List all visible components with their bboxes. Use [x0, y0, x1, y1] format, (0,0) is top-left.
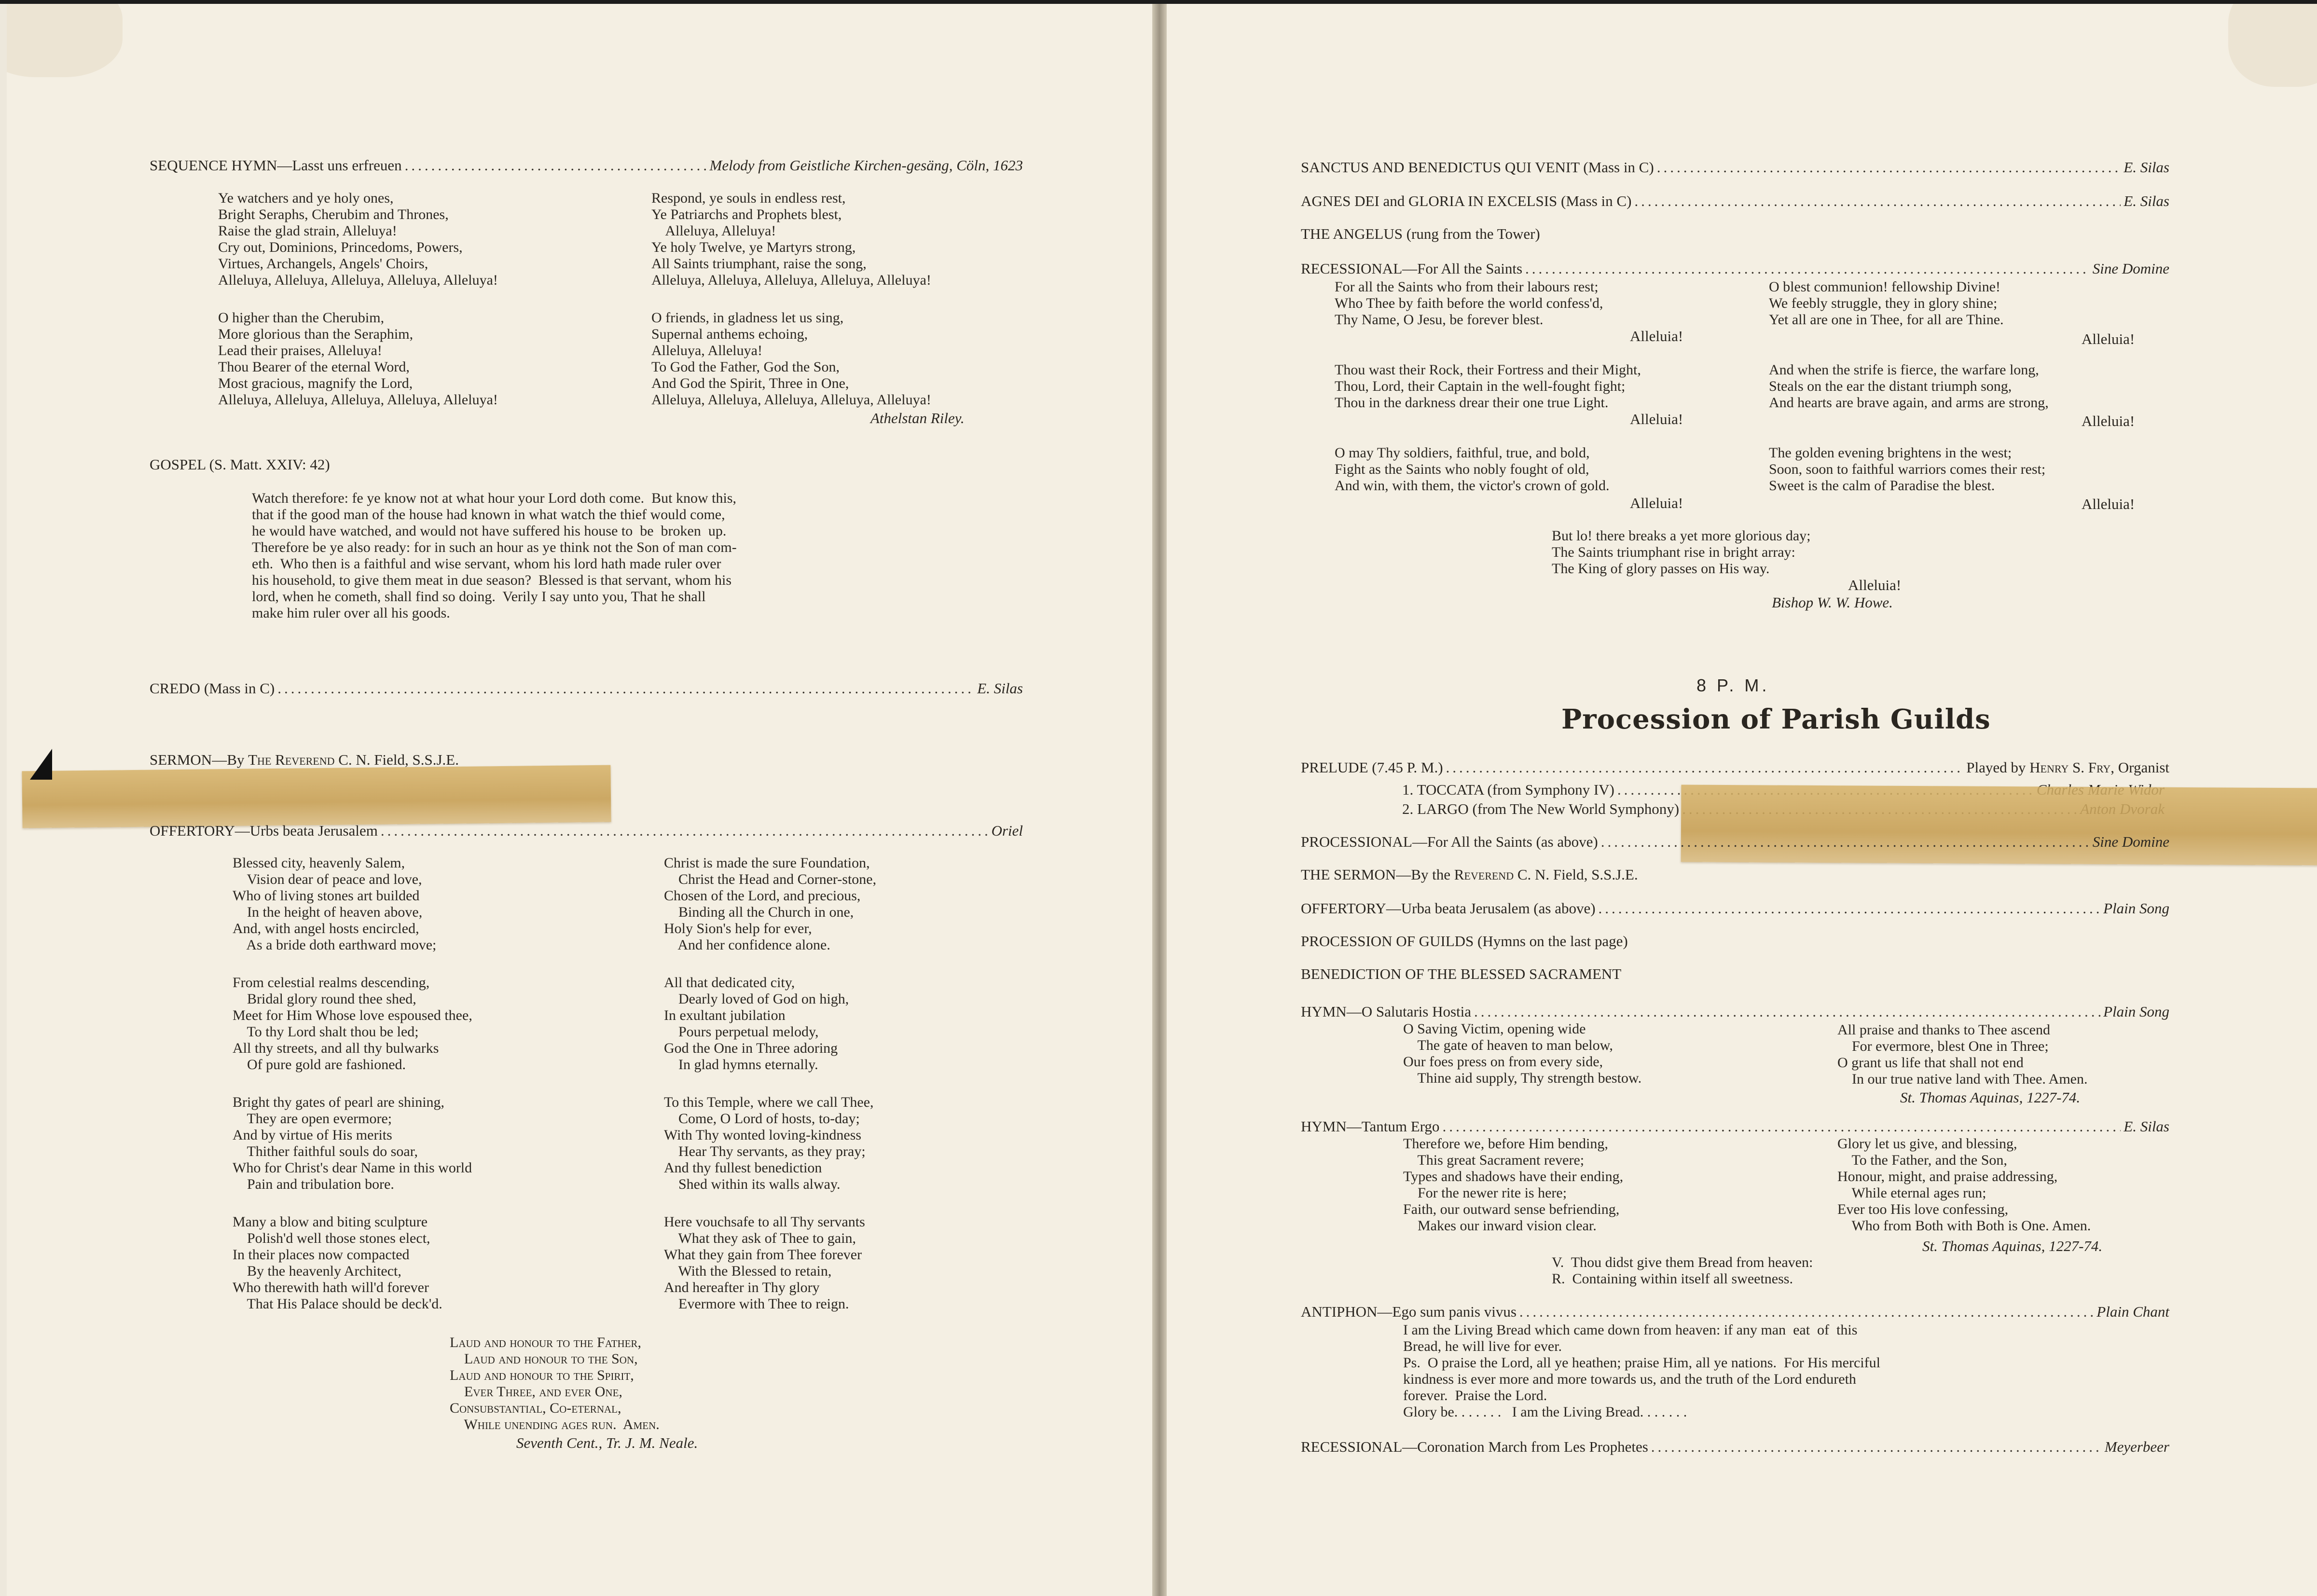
prelude-label: PRELUDE (7.45 P. M.): [1301, 759, 1443, 776]
credo-entry: [150, 680, 1023, 697]
offertory-stanza-7: Many a blow and biting sculpture Polish'd well those stones elect, In their places now compacted By the heavenly Architect, Who therewith hath will'd forever That His Palace should be deck'd.: [233, 1214, 442, 1312]
sanctus-label: SANCTUS AND BENEDICTUS QUI VENIT (Mass in C): [1301, 159, 1654, 176]
recessional-stanza-5: O may Thy soldiers, faithful, true, and bold, Fight as the Saints who nobly fought of old, And win, with them, the victor's crown of gold.: [1335, 445, 1610, 494]
sequence-hymn-label: SEQUENCE HYMN—Lasst uns erfreuen: [150, 157, 402, 174]
recessional-evening-label: RECESSIONAL—Coronation March from Les Prophetes: [1301, 1438, 1648, 1455]
sequence-stanza-1: Ye watchers and ye holy ones, Bright Seraphs, Cherubim and Thrones, Raise the glad strain, Alleluya! Cry out, Dominions, Princedoms, Powers, Virtues, Archangels, Angels' Choirs, Alleluya, Alleluya, Alleluya, Alleluya, Alleluya!: [218, 190, 498, 288]
offertory-evening-tune: Plain Song: [2103, 900, 2169, 917]
offertory-stanza-6: To this Temple, where we call Thee, Come, O Lord of hosts, to-day; With Thy wonted loving-kindness Hear Thy servants, as they pray; And thy fullest benediction Shed within its walls alway.: [664, 1094, 874, 1192]
sanctus-entry: [1301, 159, 2169, 176]
offertory-author: Seventh Cent., Tr. J. M. Neale.: [516, 1434, 698, 1451]
recessional-stanza-2: O blest communion! fellowship Divine! We feebly struggle, they in glory shine; Yet all are one in Thee, for all are Thine.: [1769, 279, 2004, 328]
antiphon-entry: [1301, 1304, 2169, 1320]
sequence-hymn-entry: [150, 157, 1023, 174]
leader-dots: [1446, 759, 1964, 776]
credo-composer: E. Silas: [977, 680, 1023, 697]
prelude-performer: [1966, 759, 2169, 776]
sanctus-composer: E. Silas: [2124, 159, 2169, 176]
sermon-heading: [150, 752, 459, 768]
offertory-stanza-5: Bright thy gates of pearl are shining, They are open evermore; And by virtue of His merits Thither faithful souls do soar, Who for Christ's dear Name in this world Pain and tribulation bore.: [233, 1094, 472, 1192]
page-stain: [7, 0, 123, 77]
hymn-salutaris-label: HYMN—O Salutaris Hostia: [1301, 1003, 1472, 1020]
sermon-rest: C. N. Field, S.S.J.E.: [334, 751, 459, 768]
recessional-stanza-1: For all the Saints who from their labours rest; Who Thee by faith before the world confess'd, Thy Name, O Jesu, be forever blest.: [1335, 279, 1603, 328]
agnes-label: AGNES DEI and GLORIA IN EXCELSIS (Mass in C): [1301, 193, 1632, 209]
offertory-label: OFFERTORY—Urbs beata Jerusalem: [150, 822, 378, 839]
book-gutter: [1152, 0, 1167, 1596]
leader-dots: [1519, 1304, 2094, 1320]
leader-dots: [405, 157, 707, 174]
right-page: [1167, 0, 2317, 1596]
procession-title: Procession of Parish Guilds: [1561, 703, 1991, 735]
recessional-author: Bishop W. W. Howe.: [1772, 594, 1893, 611]
leader-dots: [1651, 1439, 2102, 1455]
tantum-author: St. Thomas Aquinas, 1227-74.: [1922, 1238, 2103, 1254]
sermon-prefix: THE SERMON—By the: [1301, 866, 1454, 883]
offertory-entry: [150, 823, 1023, 839]
procession-guilds: PROCESSION OF GUILDS (Hymns on the last page): [1301, 933, 1628, 949]
hymn-salutaris-entry: [1301, 1004, 2169, 1020]
prelude-suffix: , Organist: [2110, 759, 2169, 776]
page-stain: [2228, 0, 2317, 87]
offertory-stanza-1: Blessed city, heavenly Salem, Vision dear of peace and love, Who of living stones art builded In the height of heaven above, And, with angel hosts encircled, As a bride doth earthward move;: [233, 855, 437, 953]
alleluia-7: Alleluia!: [1848, 577, 1902, 593]
angelus-heading: THE ANGELUS (rung from the Tower): [1301, 225, 1540, 242]
sermon-rest: C. N. Field, S.S.J.E.: [1514, 866, 1638, 883]
benediction-heading: BENEDICTION OF THE BLESSED SACRAMENT: [1301, 965, 1622, 982]
processional-entry: [1301, 834, 2169, 850]
versicle-response: V. Thou didst give them Bread from heaven: R. Containing within itself all sweetness.: [1552, 1254, 1813, 1287]
antiphon-tune: Plain Chant: [2096, 1303, 2169, 1320]
hymn-tantum-composer: E. Silas: [2124, 1118, 2169, 1135]
recessional-tune: Sine Domine: [2092, 260, 2169, 277]
tantum-stanza-2: Glory let us give, and blessing, To the Father, and the Son, Honour, might, and praise addressing, While eternal ages run; Ever too His love confessing, Who from Both with Both is One. Amen.: [1837, 1136, 2091, 1234]
prelude-prefix: Played by: [1966, 759, 2030, 776]
hymn-tantum-label: HYMN—Tantum Ergo: [1301, 1118, 1440, 1135]
alleluia-1: Alleluia!: [1630, 328, 1683, 344]
leader-dots: [1634, 193, 2121, 209]
leader-dots: [1474, 1004, 2100, 1020]
sequence-stanza-4: O friends, in gladness let us sing, Supernal anthems echoing, Alleluya, Alleluya! To God the Father, God the Son, And God the Spirit, Three in One, Alleluya, Alleluya, Alleluya, Alleluya, Alleluya!: [651, 310, 931, 408]
recessional-entry: [1301, 261, 2169, 277]
leader-dots: [381, 823, 989, 839]
salutaris-stanza-2: All praise and thanks to Thee ascend For evermore, blest One in Three; O grant us life that shall not end In our true native land with Thee. Amen.: [1837, 1022, 2088, 1087]
toccata-label: 1. TOCCATA (from Symphony IV): [1402, 781, 1614, 798]
gospel-heading: GOSPEL (S. Matt. XXIV: 42): [150, 456, 330, 473]
recessional-label: RECESSIONAL—For All the Saints: [1301, 260, 1523, 277]
prelude-entry: [1301, 759, 2169, 776]
leader-dots: [1657, 159, 2121, 176]
adhesive-tape: [22, 765, 611, 828]
hymn-salutaris-tune: Plain Song: [2103, 1003, 2169, 1020]
leader-dots: [1442, 1118, 2121, 1135]
leader-dots: [1601, 834, 2090, 850]
alleluia-6: Alleluia!: [2082, 495, 2135, 512]
offertory-tune: Oriel: [991, 822, 1023, 839]
salutaris-stanza-1: O Saving Victim, opening wide The gate of heaven to man below, Our foes press on from every side, Thine aid supply, Thy strength bestow.: [1403, 1021, 1642, 1086]
alleluia-2: Alleluia!: [2082, 330, 2135, 347]
credo-label: CREDO (Mass in C): [150, 680, 275, 697]
recessional-final-stanza: But lo! there breaks a yet more glorious day; The Saints triumphant rise in bright array: The King of glory passes on His way.: [1552, 528, 1811, 577]
offertory-stanza-4: All that dedicated city, Dearly loved of God on high, In exultant jubilation Pours perpetual melody, God the One in Three adoring In glad hymns eternally.: [664, 975, 849, 1073]
organist-name: Henry S. Fry: [2029, 759, 2111, 776]
leader-dots: [1599, 900, 2101, 917]
agnes-composer: E. Silas: [2124, 193, 2169, 209]
sermon-title: Reverend: [1454, 866, 1514, 883]
agnes-entry: [1301, 193, 2169, 209]
antiphon-label: ANTIPHON—Ego sum panis vivus: [1301, 1303, 1517, 1320]
hymn-tantum-entry: [1301, 1118, 2169, 1135]
gospel-text: Watch therefore: fe ye know not at what hour your Lord doth come. But know this, that if the good man of the house had known in what watch the thief would come, he would have watched, and would not have suffered his house to be broken up. Therefore be ye also ready: for in such an hour as ye think not the Son of man com- eth. Who then is a faithful and wise servant, whom his lord hath made ruler over his household, to give them meat in due season? Blessed is that servant, whom his lord, when he cometh, shall find so doing. Verily I say unto you, That he shall make him ruler over all his goods.: [252, 490, 737, 621]
sermon-prefix: SERMON—By: [150, 751, 248, 768]
scan-edge: [0, 0, 2317, 4]
sequence-hymn-melody: Melody from Geistliche Kirchen-gesäng, Cöln, 1623: [709, 157, 1023, 174]
sequence-stanza-3: O higher than the Cherubim, More glorious than the Seraphim, Lead their praises, Alleluya! Thou Bearer of the eternal Word, Most gracious, magnify the Lord, Alleluya, Alleluya, Alleluya, Alleluya, Alleluya!: [218, 310, 498, 408]
recessional-evening-entry: [1301, 1439, 2169, 1455]
processional-label: PROCESSIONAL—For All the Saints (as above): [1301, 833, 1598, 850]
leader-dots: [277, 680, 974, 697]
offertory-evening-label: OFFERTORY—Urba beata Jerusalem (as above): [1301, 900, 1596, 917]
alleluia-3: Alleluia!: [1630, 411, 1683, 427]
recessional-stanza-6: The golden evening brightens in the west; Soon, soon to faithful warriors comes their rest; Sweet is the calm of Paradise the blest.: [1769, 445, 2046, 494]
recessional-stanza-4: And when the strife is fierce, the warfare long, Steals on the ear the distant triumph song, And hearts are brave again, and arms are strong,: [1769, 362, 2049, 411]
recessional-evening-composer: Meyerbeer: [2104, 1438, 2169, 1455]
alleluia-5: Alleluia!: [1630, 495, 1683, 511]
leader-dots: [1525, 261, 2090, 277]
salutaris-author: St. Thomas Aquinas, 1227-74.: [1900, 1089, 2081, 1106]
offertory-evening-entry: [1301, 900, 2169, 917]
antiphon-text: I am the Living Bread which came down from heaven: if any man eat of this Bread, he will live for ever. Ps. O praise the Lord, all ye heathen; praise Him, all ye nations. For His merciful kindness is ever more and more towards us, and the truth of the Lord endureth forever. Praise the Lord. Glory be. . . . . . . I am the Living Bread. . . . . . .: [1403, 1322, 1880, 1420]
left-page: [7, 0, 1152, 1596]
alleluia-4: Alleluia!: [2082, 413, 2135, 429]
sequence-stanza-2: Respond, ye souls in endless rest, Ye Patriarchs and Prophets blest, Alleluya, Alleluya! Ye holy Twelve, ye Martyrs strong, All Saints triumphant, raise the song, Alleluya, Alleluya, Alleluya, Alleluya, Alleluya!: [651, 190, 931, 288]
tantum-stanza-1: Therefore we, before Him bending, This great Sacrament revere; Types and shadows have their ending, For the newer rite is here; Faith, our outward sense befriending, Makes our inward vision clear.: [1403, 1136, 1624, 1234]
largo-label: 2. LARGO (from The New World Symphony): [1402, 800, 1680, 817]
offertory-stanza-2: Christ is made the sure Foundation, Christ the Head and Corner-stone, Chosen of the Lord, and precious, Binding all the Church in one, Holy Sion's help for ever, And her confidence alone.: [664, 855, 877, 953]
sermon-evening: [1301, 867, 1638, 883]
sequence-author: Athelstan Riley.: [870, 410, 965, 427]
processional-tune: Sine Domine: [2092, 833, 2169, 850]
sermon-title: The Reverend: [248, 751, 335, 768]
offertory-stanza-8: Here vouchsafe to all Thy servants What they ask of Thee to gain, What they gain from Thee forever With the Blessed to retain, And hereafter in Thy glory Evermore with Thee to reign.: [664, 1214, 865, 1312]
adhesive-tape: [1681, 785, 2317, 866]
offertory-stanza-3: From celestial realms descending, Bridal glory round thee shed, Meet for Him Whose love espoused thee, To thy Lord shalt thou be led; All thy streets, and all thy bulwarks Of pure gold are fashioned.: [233, 975, 472, 1073]
torn-corner: [30, 749, 52, 780]
offertory-doxology: Laud and honour to the Father, Laud and honour to the Son, Laud and honour to the Spirit, Ever Three, and ever One, Consubstantial, Co-eternal, While unending ages run. Amen.: [450, 1335, 660, 1432]
evening-time: 8 P. M.: [1696, 675, 1770, 695]
recessional-stanza-3: Thou wast their Rock, their Fortress and their Might, Thou, Lord, their Captain in the well-fought fight; Thou in the darkness drear their one true Light.: [1335, 362, 1641, 411]
